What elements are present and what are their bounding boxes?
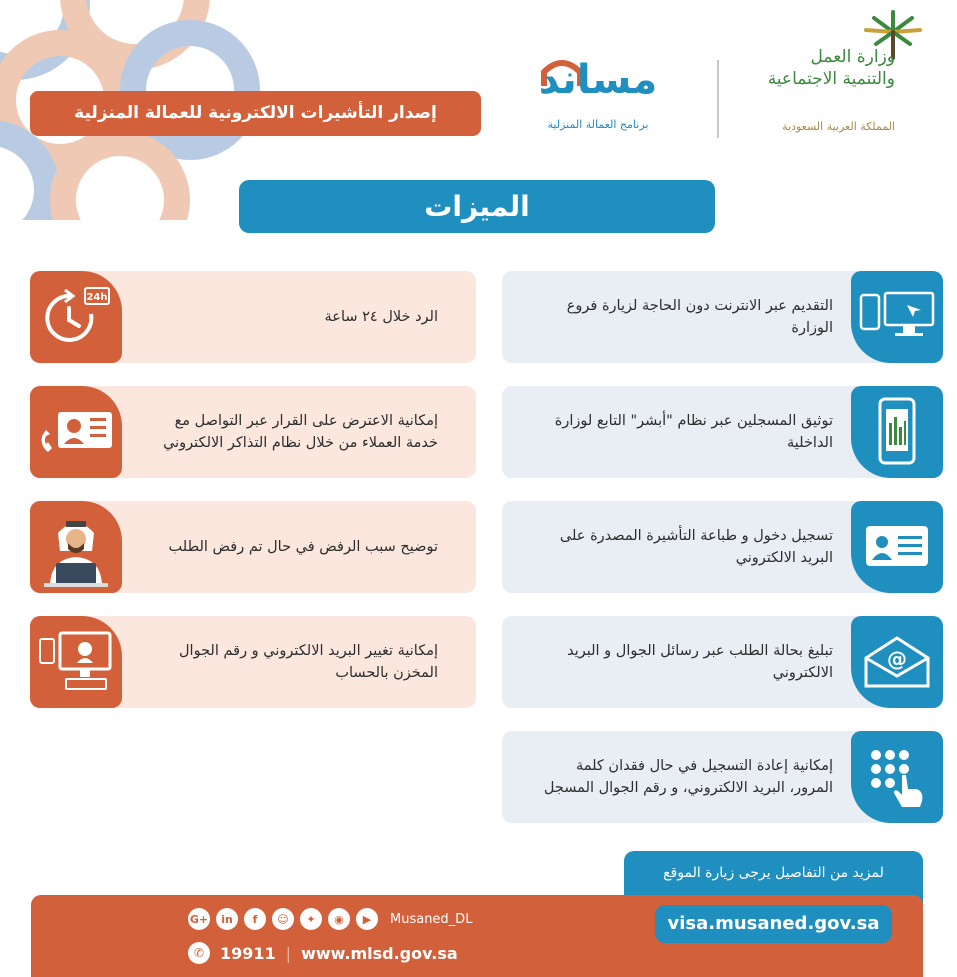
email-envelope-icon [862, 634, 932, 690]
ministry-country: المملكة العربية السعودية [782, 120, 895, 133]
phone-number[interactable]: 19911 [220, 943, 276, 963]
absher-phone-icon [872, 397, 922, 467]
contact-row [188, 940, 458, 966]
feature-card-print-visa [502, 501, 943, 593]
twitter-icon[interactable]: ✦ [300, 908, 322, 930]
feature-icon-box [30, 501, 122, 593]
feature-card-objection [30, 386, 476, 478]
feature-text: الرد خلال ٢٤ ساعة [324, 309, 438, 325]
feature-icon-box [30, 271, 122, 363]
feature-icon-box [851, 271, 943, 363]
feature-card-notifications [502, 616, 943, 708]
visa-card-icon [862, 522, 932, 572]
social-row [188, 907, 472, 931]
feature-icon-box [851, 616, 943, 708]
linkedin-icon[interactable]: in [216, 908, 238, 930]
feature-card-reregister [502, 731, 943, 823]
feature-icon-box [851, 386, 943, 478]
keypad-hand-icon [862, 745, 932, 809]
more-info-text: لمزيد من التفاصيل يرجى زيارة الموقع [624, 851, 923, 906]
feature-icon-box [851, 501, 943, 593]
ministry-name-line2: والتنمية الاجتماعية [767, 69, 895, 89]
feature-text: التقديم عبر الانترنت دون الحاجة لزيارة فروع الوزارة [566, 298, 833, 336]
svg-text:@: @ [887, 647, 907, 671]
monitor-settings-icon [36, 629, 116, 695]
snapchat-icon[interactable]: ☺ [272, 908, 294, 930]
feature-card-online [502, 271, 943, 363]
program-subtitle: برنامج العمالة المنزلية [547, 118, 649, 131]
24h-badge: 24h [86, 292, 108, 303]
support-card-icon [36, 402, 116, 462]
features-title: الميزات [239, 180, 715, 233]
youtube-icon[interactable]: ▶ [356, 908, 378, 930]
ministry-name [695, 46, 895, 90]
page-banner: إصدار التأشيرات الالكترونية للعمالة المنزلية [30, 91, 481, 136]
program-name: مساند [538, 57, 658, 103]
computer-phone-icon [857, 287, 937, 347]
feature-text: إمكانية إعادة التسجيل في حال فقدان كلمة المرور، البريد الالكتروني، و رقم الجوال المسجل [543, 758, 833, 796]
visa-url-link[interactable]: visa.musaned.gov.sa [655, 905, 892, 943]
site-url-link[interactable]: www.mlsd.gov.sa [301, 943, 458, 963]
feature-icon-box [30, 386, 122, 478]
social-handle[interactable]: Musaned_DL [390, 911, 473, 927]
feature-card-absher [502, 386, 943, 478]
facebook-icon[interactable]: f [244, 908, 266, 930]
24h-clock-icon [41, 284, 111, 350]
feature-text: إمكانية الاعترض على القرار عبر التواصل مع خدمة العملاء من خلال نظام التذاكر الالكتروني [163, 413, 438, 451]
feature-text: توثيق المسجلين عبر نظام "أبشر" التابع لوزارة الداخلية [554, 413, 833, 451]
feature-card-change-contact [30, 616, 476, 708]
feature-card-24h [30, 271, 476, 363]
feature-text: توضيح سبب الرفض في حال تم رفض الطلب [168, 539, 438, 555]
google-plus-icon[interactable]: G+ [188, 908, 210, 930]
feature-text: إمكانية تغيير البريد الالكتروني و رقم الجوال المخزن بالحساب [179, 643, 438, 681]
feature-card-rejection-reason [30, 501, 476, 593]
feature-icon-box [30, 616, 122, 708]
person-laptop-icon [36, 507, 116, 587]
footer-separator: | [285, 943, 292, 963]
feature-icon-box [851, 731, 943, 823]
ministry-name-line1: وزارة العمل [810, 47, 895, 67]
phone-icon: ✆ [188, 942, 210, 964]
header-divider [717, 60, 719, 138]
instagram-icon[interactable]: ◉ [328, 908, 350, 930]
feature-text: تبليغ بحالة الطلب عبر رسائل الجوال و البريد الالكتروني [567, 643, 833, 681]
feature-text: تسجيل دخول و طباعة التأشيرة المصدرة على البريد الالكتروني [559, 528, 833, 566]
